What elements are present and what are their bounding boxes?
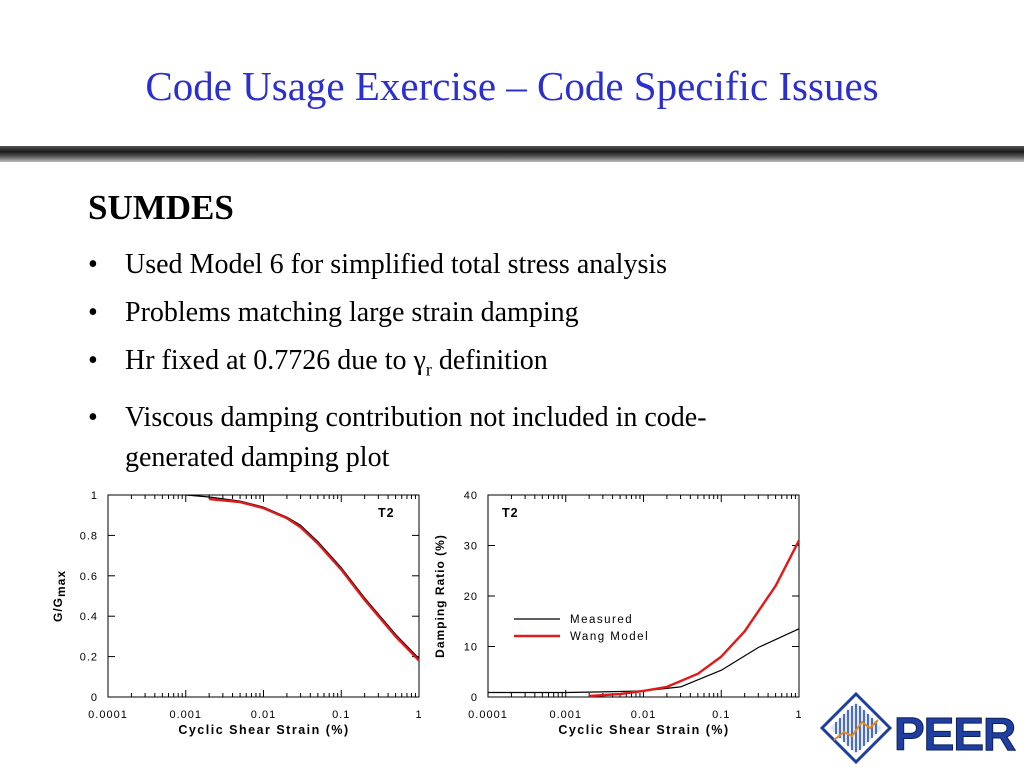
y-axis-label: Damping Ratio (%) (433, 534, 447, 658)
y-tick-label: 30 (463, 540, 478, 553)
x-tick-label: 1 (795, 709, 803, 721)
x-tick-label: 0.001 (549, 709, 583, 721)
x-tick-label: 0.0001 (468, 709, 508, 721)
damping-ratio-chart (420, 470, 820, 760)
y-axis-label-main: G/G (51, 597, 65, 623)
bullet-item (88, 341, 888, 390)
section-heading: SUMDES (88, 188, 234, 227)
plot-frame (488, 495, 799, 697)
plot-label: T2 (378, 506, 395, 520)
x-tick-label: 0.001 (169, 709, 203, 721)
x-tick-label: 0.01 (630, 709, 657, 721)
modulus-reduction-chart (0, 470, 440, 760)
bullet-icon: • (88, 297, 98, 328)
y-axis-label-sub: max (54, 569, 68, 598)
bullet-text: Problems matching large strain damping (125, 297, 579, 328)
gamma-symbol: γ (413, 345, 426, 376)
x-tick-label: 0.1 (332, 709, 351, 721)
bullet-icon: • (88, 345, 98, 376)
x-tick-label: 0.01 (250, 709, 277, 721)
bullet-text: Used Model 6 for simplified total stress analysis (125, 249, 668, 280)
bullet-item (88, 398, 888, 478)
y-axis-label (51, 570, 68, 622)
y-tick-label: 1 (90, 490, 98, 502)
x-tick-label: 1 (415, 709, 423, 721)
y-tick-label: 0.2 (79, 651, 98, 664)
bullet-icon: • (88, 401, 98, 433)
x-axis-label: Cyclic Shear Strain (%) (558, 723, 730, 737)
bullet-text-pre: Hr fixed at 0.7726 due to (125, 345, 414, 376)
slide-title: Code Usage Exercise – Code Specific Issues (145, 63, 879, 109)
legend-label-measured: Measured (570, 614, 634, 626)
bullet-icon: • (88, 249, 98, 280)
y-tick-label: 10 (463, 641, 478, 654)
bullet-text-post: definition (431, 345, 548, 376)
title-divider (0, 146, 1024, 162)
x-tick-label: 0.0001 (88, 709, 128, 721)
bullet-list (88, 245, 888, 486)
y-tick-label: 0 (470, 692, 478, 704)
bullet-text-line1: Viscous damping contribution not included in code- (125, 401, 707, 433)
bullet-item (88, 293, 888, 333)
series-line-wang-model (209, 499, 419, 661)
plot-label: T2 (502, 506, 519, 520)
y-tick-label: 20 (463, 591, 478, 603)
x-tick-label: 0.1 (712, 709, 731, 721)
y-tick-label: 0.6 (79, 570, 98, 583)
bullet-text-line2: generated damping plot (125, 441, 390, 473)
y-tick-label: 40 (463, 490, 478, 502)
peer-logo-text: PEER (894, 708, 1016, 760)
bullet-item (88, 245, 888, 285)
x-axis-label: Cyclic Shear Strain (%) (178, 723, 350, 737)
legend-label-wang-model: Wang Model (570, 631, 650, 643)
gamma-subscript: r (425, 359, 432, 380)
peer-logo (820, 692, 1016, 764)
y-tick-label: 0.4 (79, 611, 98, 624)
y-tick-label: 0.8 (79, 530, 98, 543)
plot-frame (108, 495, 419, 697)
peer-diamond-icon (822, 694, 890, 762)
y-tick-label: 0 (90, 692, 98, 704)
